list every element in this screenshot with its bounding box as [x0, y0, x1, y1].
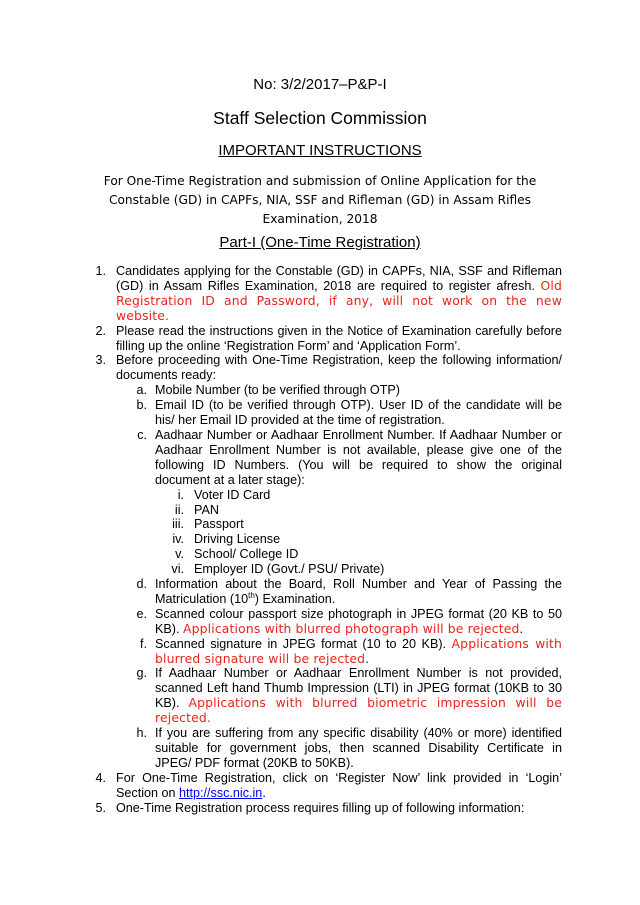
sub-item-text: Email ID (to be verified through OTP). User ID of the candidate will be his/ her Email ID provided at the time of registration.: [155, 398, 562, 428]
sub-item-text: Scanned signature in JPEG format (10 to 20 KB).: [155, 636, 452, 651]
sub-item-letter: f.: [140, 636, 147, 651]
roman-number: iii.: [172, 517, 184, 532]
list-item: [95, 323, 562, 354]
important-instructions-heading: IMPORTANT INSTRUCTIONS: [218, 142, 422, 159]
sub-item: [136, 383, 562, 398]
sub-item-text: If you are suffering from any specific disability (40% or more) identified suitable for government jobs, then scanned Disability Certificate in JPEG/ PDF format (20KB to 50KB).: [155, 726, 562, 770]
item-text: For One-Time Registration, click on ‘Register Now’ link provided in ‘Login’ Section on: [116, 770, 562, 800]
id-option: [172, 517, 554, 532]
organization-title: Staff Selection Commission: [213, 108, 427, 128]
id-option-text: Passport: [194, 517, 244, 532]
sub-item: [140, 635, 563, 667]
document-subtitle: For One-Time Registration and submission of Online Application for the Constable (GD) in CAPFs, NIA, SSF and Rifleman (GD) in Assam Rifles Examination, 2018: [103, 174, 537, 226]
sub-item-letter: c.: [137, 427, 147, 442]
roman-number: iv.: [172, 532, 184, 547]
roman-number: v.: [175, 547, 184, 562]
item-text: Candidates applying for the Constable (GD) in CAPFs, NIA, SSF and Rifleman (GD) in Assam Rifles Examination, 2018 are required to register afresh.: [116, 264, 562, 293]
sub-item-letter: d.: [136, 577, 147, 592]
id-option: [177, 487, 554, 503]
sub-item-text: Scanned colour passport size photograph in JPEG format (20 KB to 50 KB).: [155, 606, 562, 636]
roman-number: i.: [177, 487, 184, 502]
id-option-text: School/ College ID: [194, 547, 299, 562]
part-heading: Part-I (One-Time Registration): [219, 234, 421, 251]
item-number: 3.: [95, 353, 106, 368]
warning-text: Old Registration ID and Password, if any, will not work on the new website.: [116, 277, 562, 323]
document-number: No: 3/2/2017–P&P-I: [253, 76, 387, 93]
warning-text: Applications with blurred photograph will be rejected: [183, 620, 520, 636]
item-text: Please read the instructions given in the Notice of Examination carefully before filling up the online ‘Registration Form’ and ‘Application Form’.: [116, 323, 562, 353]
id-option: [175, 547, 554, 562]
sub-item: [136, 398, 562, 428]
warning-text: Applications with blurred biometric impression will be rejected.: [155, 695, 562, 726]
sub-item-text: Information about the Board, Roll Number and Year of Passing the Matriculation (10: [155, 577, 562, 606]
list-item: [95, 770, 562, 801]
item-text: Before proceeding with One-Time Registration, keep the following information/ documents ready:: [116, 353, 562, 383]
item-number: 2.: [95, 323, 106, 338]
item-text: One-Time Registration process requires filling up of following information:: [116, 800, 525, 815]
instructions-list: [0, 264, 640, 816]
sub-item: [136, 606, 562, 637]
sub-item-letter: a.: [136, 383, 147, 398]
id-option-text: Employer ID (Govt./ PSU/ Private): [194, 562, 385, 577]
id-option-text: PAN: [194, 502, 219, 517]
roman-number: vi.: [171, 562, 184, 577]
item-number: 1.: [95, 264, 106, 278]
id-option: [172, 532, 554, 547]
list-item: [95, 800, 562, 816]
sub-item-letter: b.: [136, 398, 147, 413]
id-option-text: Driving License: [194, 532, 281, 547]
sub-item-letter: e.: [136, 606, 147, 621]
superscript: th: [248, 590, 255, 600]
id-option: [171, 562, 554, 577]
item-number: 5.: [95, 800, 106, 815]
sub-item-letter: g.: [136, 666, 147, 681]
sub-item-text-end: ) Examination.: [254, 591, 336, 606]
item-text-end: .: [262, 785, 266, 800]
id-option-text: Voter ID Card: [194, 487, 271, 502]
item-number: 4.: [95, 770, 106, 785]
roman-number: ii.: [174, 502, 184, 517]
list-item: [95, 353, 562, 383]
sub-item: [136, 726, 562, 771]
sub-item: [136, 666, 562, 726]
sub-item-text: Aadhaar Number or Aadhaar Enrollment Number. If Aadhaar Number or Aadhaar Enrollment Number is not available, please give one of the following ID Numbers. (You will be required to show the original document at a later stage):: [155, 427, 562, 487]
ssc-website-link[interactable]: http://ssc.nic.in: [179, 785, 263, 800]
id-option: [174, 502, 554, 518]
sub-item-tail: .: [519, 621, 524, 636]
sub-item-tail: .: [365, 651, 369, 666]
sub-item-text: Mobile Number (to be verified through OTP): [155, 383, 400, 398]
sub-item-letter: h.: [136, 726, 147, 741]
sub-item-text: If Aadhaar Number or Aadhaar Enrollment Number is not provided, scanned Left hand Thumb Impression (LTI) in JPEG format (10KB to 30 KB).: [155, 666, 562, 711]
list-item: [95, 264, 562, 324]
warning-text: Applications with blurred signature will be rejected: [155, 635, 563, 666]
sub-item: [137, 427, 562, 488]
sub-item: [136, 577, 562, 607]
